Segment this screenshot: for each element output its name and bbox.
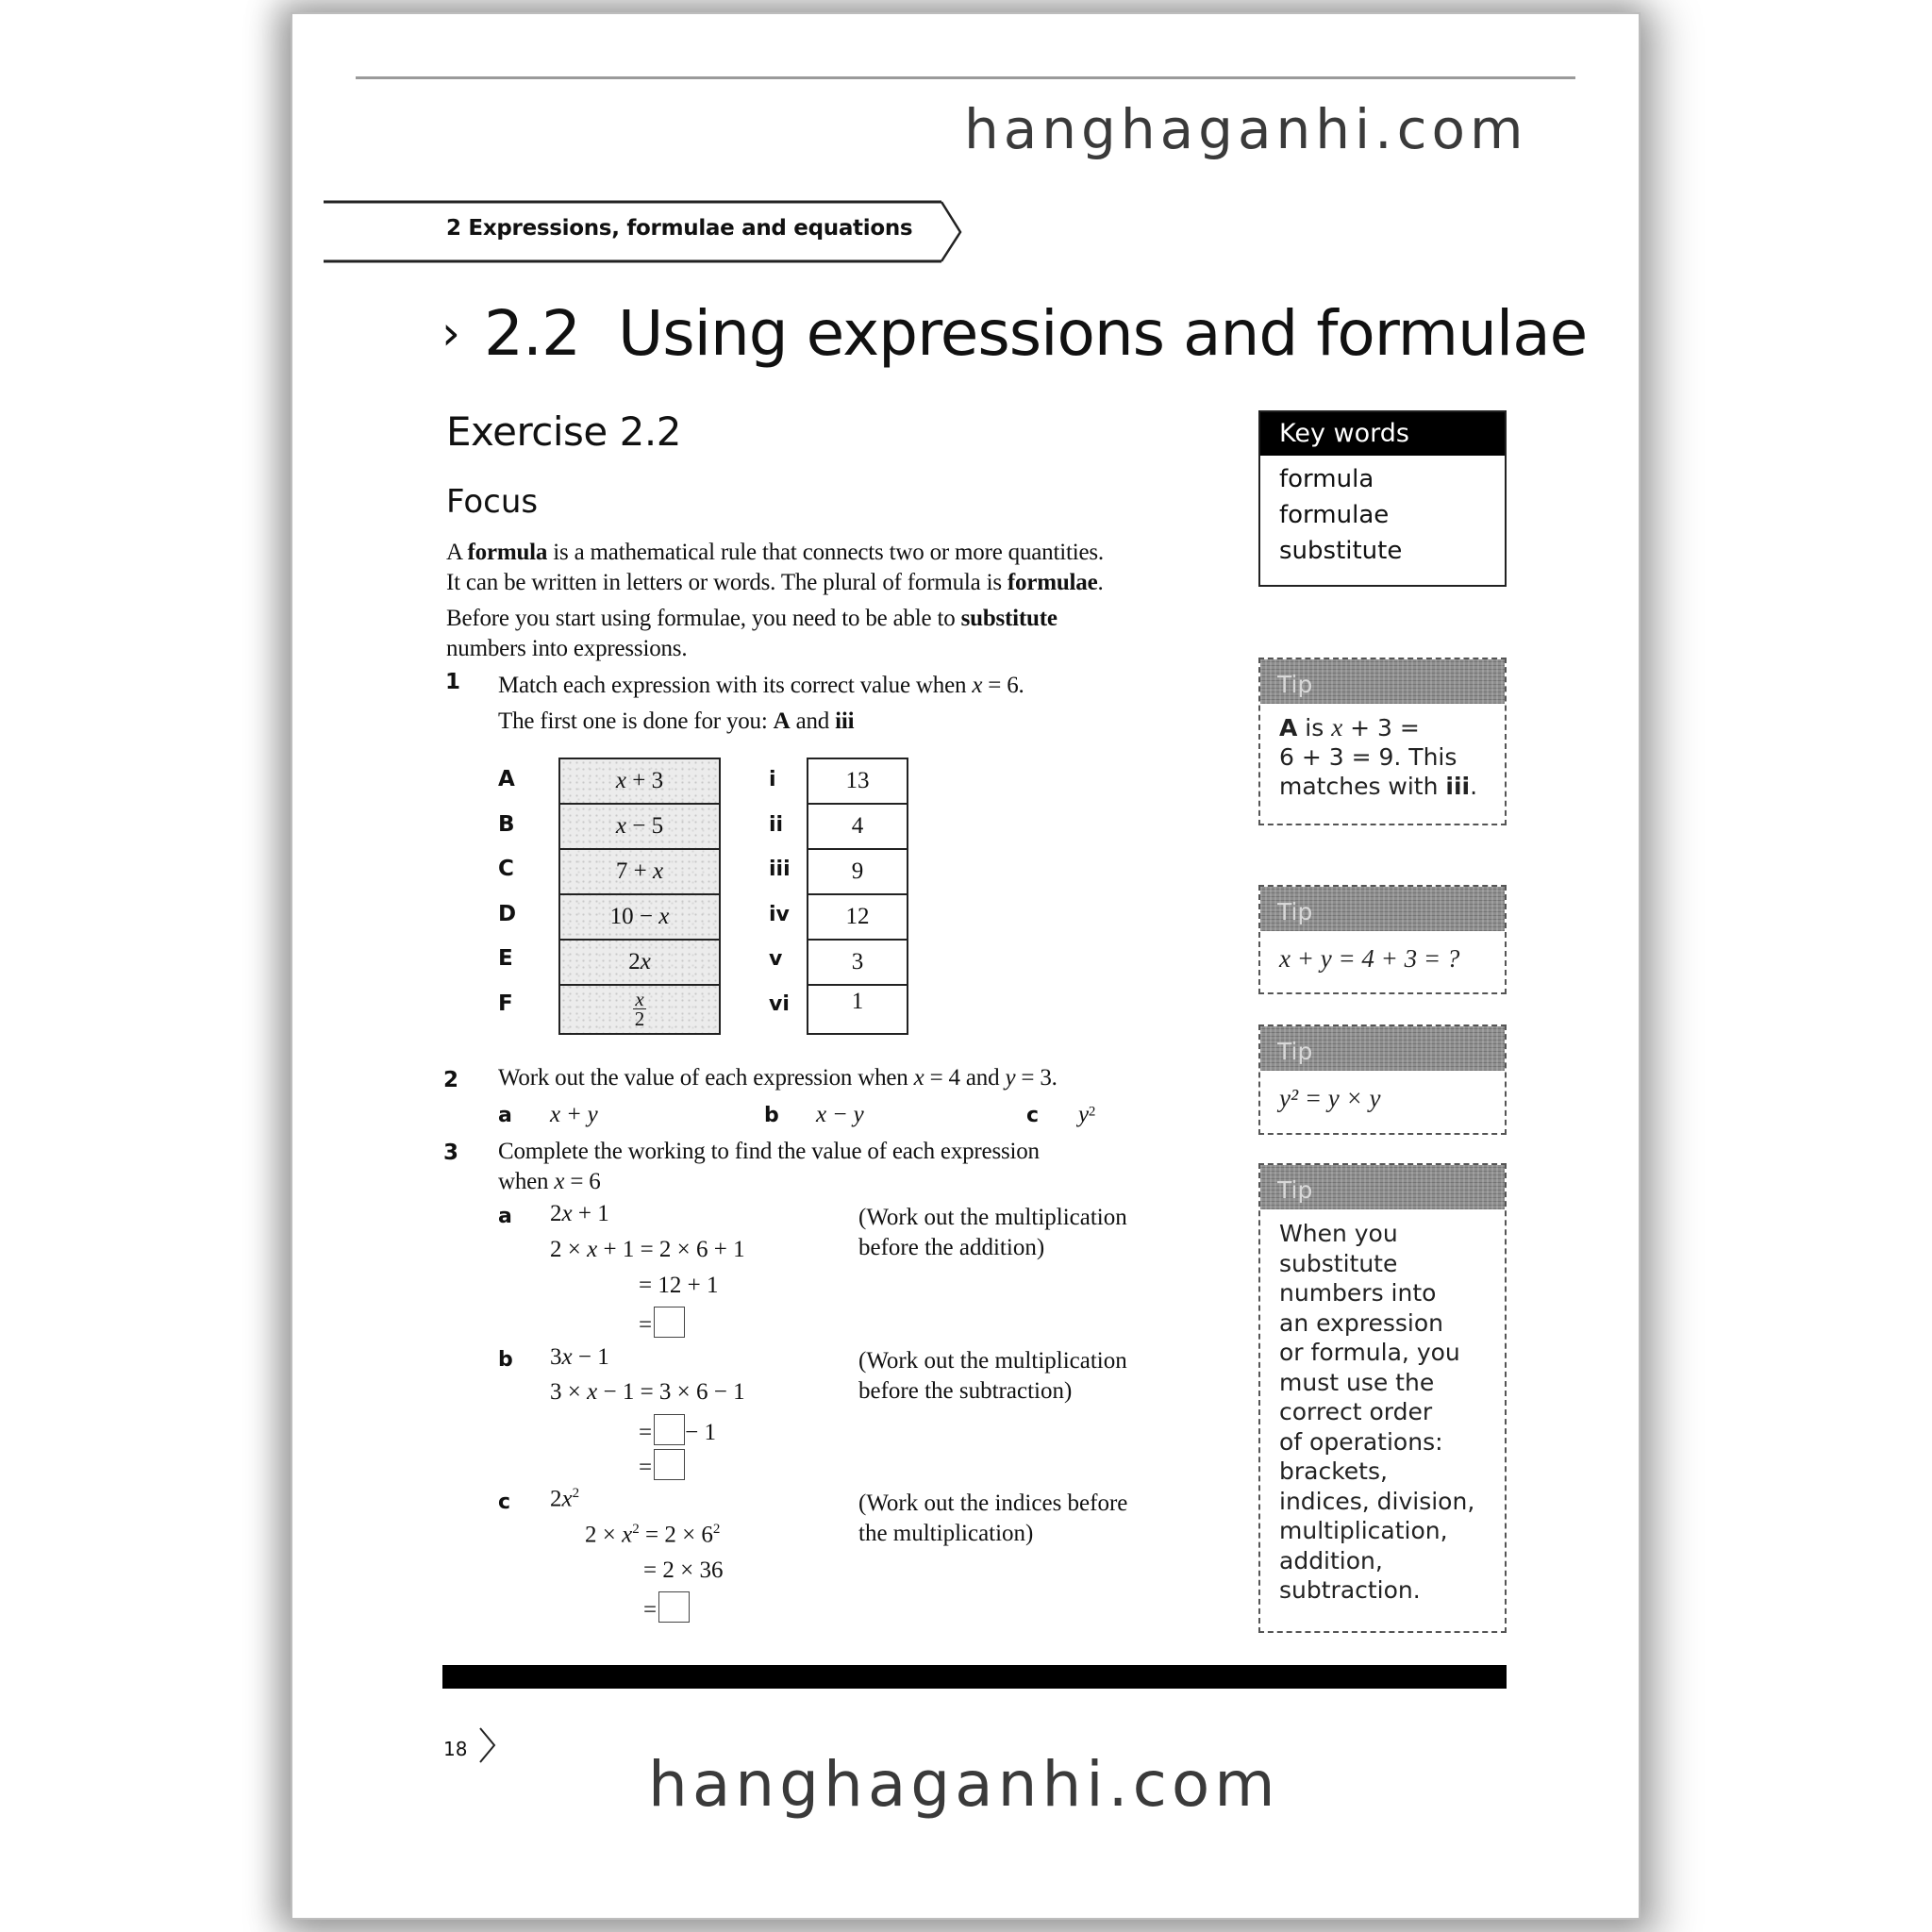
question-3-text: Complete the working to find the value of each expression when x = 6 xyxy=(498,1139,1040,1194)
roman-label: v xyxy=(769,947,783,972)
q3b-note: (Work out the multiplication before the subtraction) xyxy=(858,1348,1127,1404)
q3b-expression: 3x − 1 xyxy=(550,1344,609,1370)
key-word-item: formulae xyxy=(1279,501,1390,529)
match-letter: E xyxy=(498,946,513,972)
answer-blank[interactable] xyxy=(654,1449,685,1480)
expression-cell: x − 5 xyxy=(560,805,719,850)
tip-body: y² = y × y xyxy=(1279,1084,1381,1112)
question-3-number: 3 xyxy=(443,1141,459,1165)
q3-part-c-label: c xyxy=(498,1491,511,1514)
expression-cell: x + 3 xyxy=(560,759,719,805)
q3a-expression: 2x + 1 xyxy=(550,1201,609,1226)
expression-cell: 10 − x xyxy=(560,895,719,941)
tip-heading: Tip xyxy=(1260,659,1505,704)
key-words-list xyxy=(1260,456,1505,569)
match-letter: C xyxy=(498,857,514,882)
question-1-number: 1 xyxy=(445,670,461,694)
section-heading: Using expressions and formulae xyxy=(617,297,1588,370)
tip-box-3 xyxy=(1258,1024,1507,1135)
value-table xyxy=(807,758,908,1035)
key-words-heading: Key words xyxy=(1260,412,1505,456)
expression-cell: 2x xyxy=(560,941,719,986)
question-1-text: Match each expression with its correct value when x = 6. The first one is done for you: A and iii xyxy=(498,673,1024,734)
q3a-line2: = 12 + 1 xyxy=(639,1273,719,1298)
expression-table xyxy=(558,758,721,1035)
expression-cell xyxy=(560,986,719,1033)
value-cell: 4 xyxy=(808,805,907,850)
match-letter: F xyxy=(498,991,513,1016)
match-letter: D xyxy=(498,901,517,926)
keyword-formula: formula xyxy=(467,540,548,565)
expression-cell: 7 + x xyxy=(560,850,719,895)
textbook-page xyxy=(292,14,1639,1918)
tip-body: x + y = 4 + 3 = ? xyxy=(1279,944,1460,973)
question-2-number: 2 xyxy=(443,1068,459,1092)
match-letter: A xyxy=(498,767,515,791)
roman-label: iv xyxy=(769,902,790,926)
q3b-line2: = − 1 xyxy=(639,1414,716,1446)
value-cell: 3 xyxy=(808,941,907,986)
q2-part-b: b x − y xyxy=(764,1102,864,1127)
intro-paragraph-2: Before you start using formulae, you need to be able to substitute numbers into expressions. xyxy=(446,606,1058,661)
exercise-title: Exercise 2.2 xyxy=(446,408,681,455)
roman-label: i xyxy=(769,768,776,791)
chevron-right-icon: › xyxy=(441,306,459,360)
question-2-text: Work out the value of each expression when x = 4 and y = 3. xyxy=(498,1065,1058,1091)
answer-blank[interactable] xyxy=(654,1414,685,1445)
answer-blank[interactable] xyxy=(654,1307,685,1338)
roman-label: ii xyxy=(769,812,784,837)
tip-heading: Tip xyxy=(1260,1026,1505,1071)
focus-heading: Focus xyxy=(446,483,539,521)
tip-box-1 xyxy=(1258,658,1507,825)
q3c-line3: = xyxy=(643,1591,690,1624)
value-cell: 1 xyxy=(851,989,864,1014)
tip-box-4 xyxy=(1258,1163,1507,1633)
q2-part-a: a x + y xyxy=(498,1102,598,1127)
q3c-expression: $2x^2$ xyxy=(550,1486,580,1512)
key-word-item: formula xyxy=(1279,465,1374,493)
q3-part-b-label: b xyxy=(498,1348,513,1372)
page-number: 18 xyxy=(443,1738,468,1760)
match-letters xyxy=(498,758,516,1027)
value-cell: 12 xyxy=(808,895,907,941)
value-cell: 13 xyxy=(808,759,907,805)
q3c-note: (Work out the indices before the multiplication) xyxy=(858,1491,1128,1546)
q3a-note: (Work out the multiplication before the addition) xyxy=(858,1205,1127,1260)
section-number: 2.2 xyxy=(484,297,580,370)
answer-blank[interactable] xyxy=(658,1591,690,1623)
fraction: $\frac{x}{2}$ xyxy=(634,987,645,1030)
watermark-bottom: hanghaganhi.com xyxy=(648,1748,1280,1821)
tip-body: When you substitute numbers into an expression or formula, you must use the correct order of operations: brackets, indices, division, multiplication, addition, subtraction. xyxy=(1279,1220,1475,1604)
section-title xyxy=(441,297,1587,370)
roman-label: iii xyxy=(769,858,791,882)
tip-heading: Tip xyxy=(1260,887,1505,931)
tip-box-2 xyxy=(1258,885,1507,994)
keyword-formulae: formulae xyxy=(1007,570,1098,595)
key-words-box xyxy=(1258,410,1507,587)
chevron-right-icon xyxy=(477,1726,498,1768)
q3c-line1: $2 \times x^2 = 2 \times 6^2$ xyxy=(585,1522,721,1548)
q3b-line3: = xyxy=(639,1449,685,1481)
q3c-line2: = 2 × 36 xyxy=(643,1557,724,1583)
q2-part-c: c $y^2$ xyxy=(1026,1102,1096,1127)
q3b-line1: 3 × x − 1 = 3 × 6 − 1 xyxy=(550,1379,745,1405)
roman-labels xyxy=(769,758,791,1027)
tip-heading: Tip xyxy=(1260,1165,1505,1209)
match-letter: B xyxy=(498,811,515,837)
tip-body: A is x + 3 = 6 + 3 = 9. This matches with iii. xyxy=(1279,713,1478,800)
intro-paragraph-1: A formula is a mathematical rule that connects two or more quantities. It can be written in letters or words. The plural of formula is formulae. xyxy=(446,540,1104,595)
key-word-item: substitute xyxy=(1279,537,1403,565)
value-cell: 9 xyxy=(808,850,907,895)
roman-label: vi xyxy=(769,991,790,1016)
watermark-top: hanghaganhi.com xyxy=(964,97,1528,161)
footer-bar xyxy=(442,1665,1507,1689)
question-2-parts xyxy=(498,1102,1158,1130)
keyword-substitute: substitute xyxy=(960,606,1058,631)
q3a-line1: 2 × x + 1 = 2 × 6 + 1 xyxy=(550,1237,745,1262)
q3-part-a-label: a xyxy=(498,1205,512,1228)
chapter-label: 2 Expressions, formulae and equations xyxy=(446,216,913,241)
header-rule xyxy=(356,76,1575,79)
q3a-line3: = xyxy=(639,1307,685,1339)
